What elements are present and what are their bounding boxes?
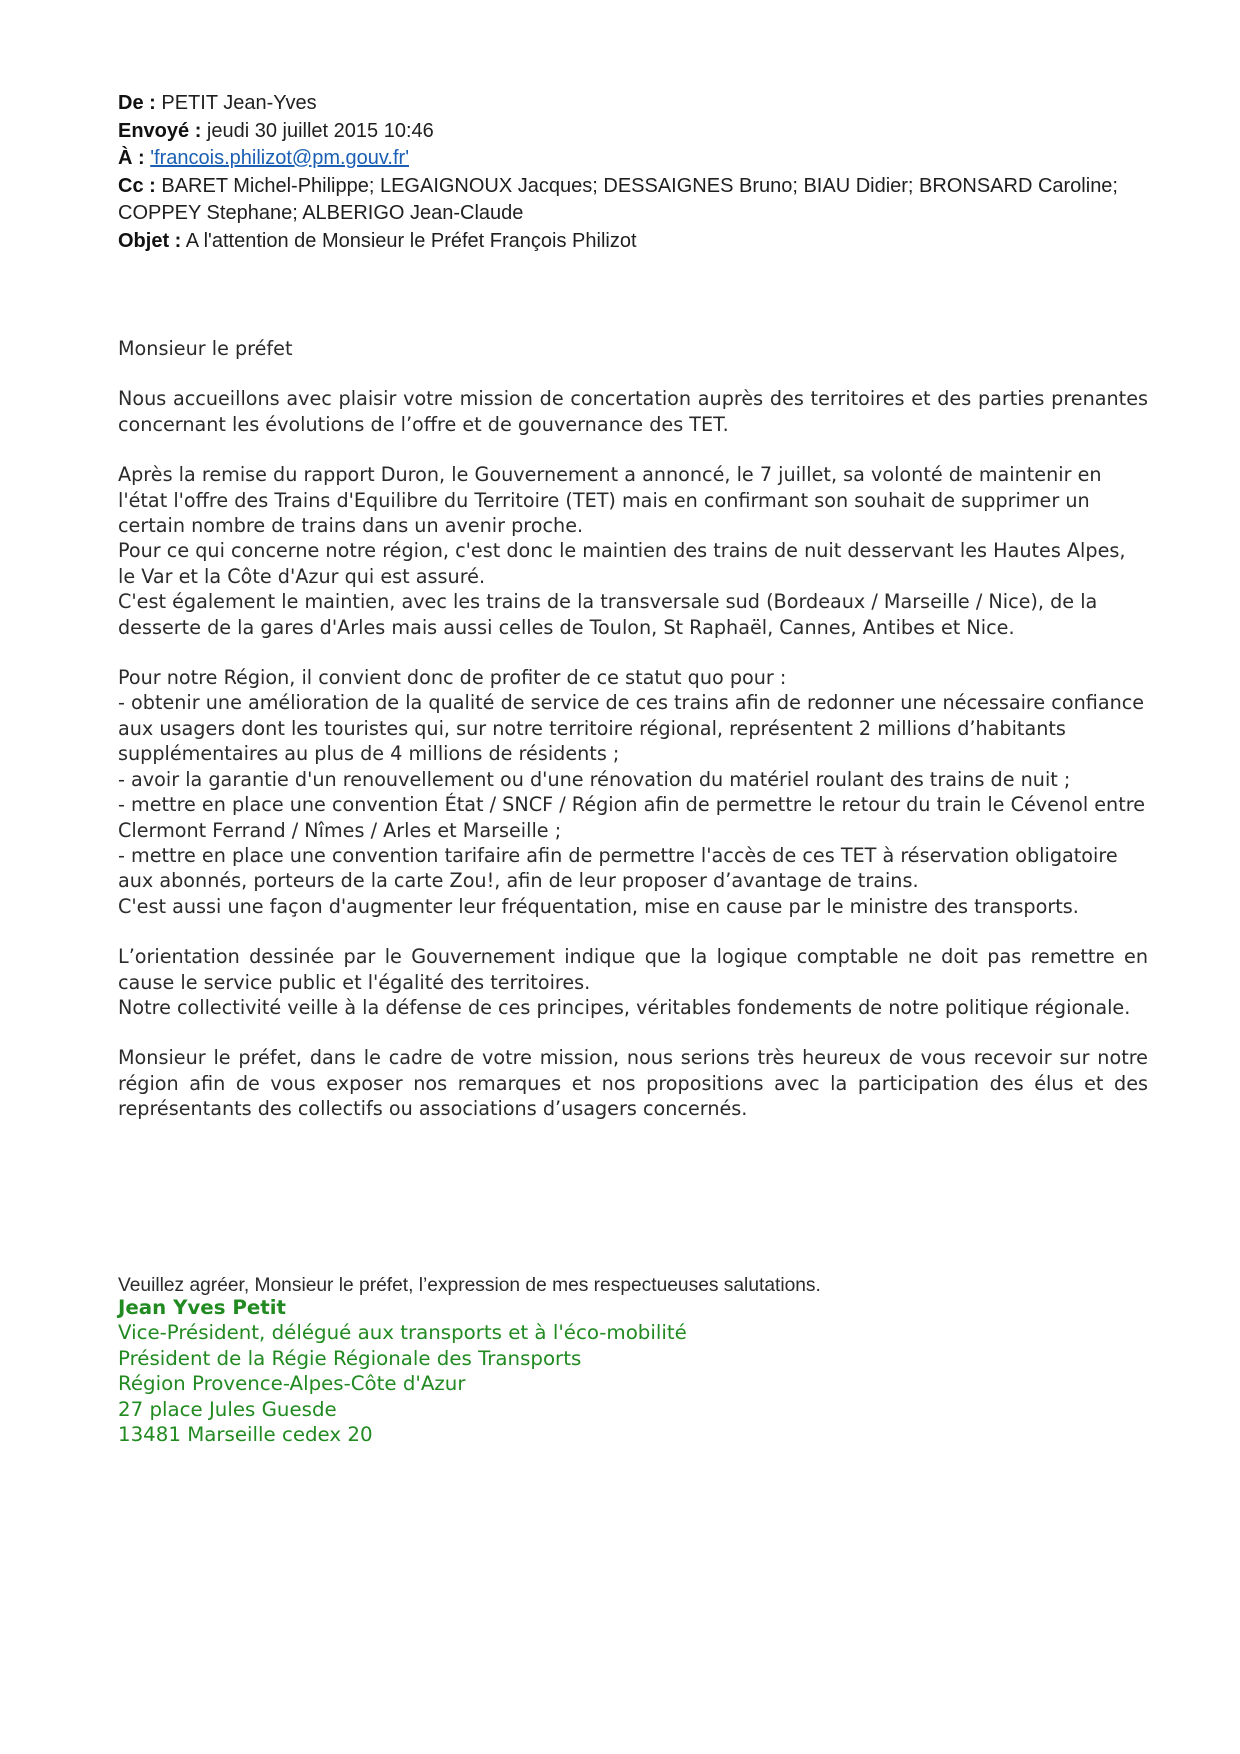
email-header [118, 90, 1118, 255]
sent-value: jeudi 30 juillet 2015 10:46 [206, 119, 434, 142]
signature-block [118, 1295, 1148, 1447]
paragraph-night-trains: Pour ce qui concerne notre région, c'est donc le maintien des trains de nuit desservant les Hautes Alpes, le Var et la Côte d'Azur qui est assuré. [118, 539, 1126, 588]
signature-street: 27 place Jules Guesde [118, 1397, 337, 1421]
closing-formula: Veuillez agréer, Monsieur le préfet, l’expression de mes respectueuses salutations. [118, 1275, 821, 1297]
salutation: Monsieur le préfet [118, 337, 293, 360]
cc-label: Cc : [118, 174, 156, 197]
sent-label: Envoyé : [118, 119, 202, 142]
subject-value: A l'attention de Monsieur le Préfet François Philizot [185, 229, 637, 252]
from-row [118, 90, 1118, 118]
to-email-link[interactable]: 'francois.philizot@pm.gouv.fr' [150, 147, 410, 169]
signature-title-vice-president: Vice-Président, délégué aux transports et à l'éco-mobilité [118, 1321, 687, 1345]
signature-organization: Région Provence-Alpes-Côte d'Azur [118, 1372, 466, 1396]
bullet-quality-service: - obtenir une amélioration de la qualité de service de ces trains afin de redonner une nécessaire confiance aux usagers dont les touristes qui, sur notre territoire régional, représentent 2 millions d’habitants supplémentaires au plus de 4 millions de résidents ; [118, 691, 1145, 766]
paragraph-duron-report: Après la remise du rapport Duron, le Gouvernement a annoncé, le 7 juillet, sa volonté de maintenir en l'état l'offre des Trains d'Equilibre du Territoire (TET) mais en confirmant son souhait de supprimer un certain nombre de trains dans un avenir proche. [118, 463, 1102, 538]
to-label: À : [118, 147, 145, 169]
cc-value-line2: COPPEY Stephane; ALBERIGO Jean-Claude [118, 202, 524, 224]
signature-name: Jean Yves Petit [118, 1296, 286, 1319]
cc-value-line1: BARET Michel-Philippe; LEGAIGNOUX Jacques; DESSAIGNES Bruno; BIAU Didier; BRONSARD Caroline; [161, 174, 1118, 197]
from-value: PETIT Jean-Yves [161, 92, 317, 114]
bullet-rolling-stock: - avoir la garantie d'un renouvellement ou d'une rénovation du matériel roulant des trains de nuit ; [118, 767, 1071, 791]
bullet-cevenol-train: - mettre en place une convention État / SNCF / Région afin de permettre le retour du train le Cévenol entre Clermont Ferrand / Nîmes / Arles et Marseille ; [118, 793, 1146, 842]
paragraph-government-orientation: L’orientation dessinée par le Gouvernement indique que la logique comptable ne doit pas remettre en cause le service public et l'égalité des territoires. [118, 945, 1148, 994]
subject-row [118, 228, 1118, 256]
paragraph-principles: Notre collectivité veille à la défense de ces principes, véritables fondements de notre politique régionale. [118, 995, 1131, 1019]
signature-city: 13481 Marseille cedex 20 [118, 1423, 373, 1447]
cc-row-continued [118, 200, 1118, 228]
sent-row [118, 118, 1118, 146]
subject-label: Objet : [118, 229, 182, 252]
paragraph-invitation: Monsieur le préfet, dans le cadre de votre mission, nous serions très heureux de vous recevoir sur notre région afin de vous exposer nos remarques et nos propositions avec la participation des élus et des représentants des collectifs ou associations d’usagers concernés. [118, 1046, 1148, 1121]
paragraph-transversale-sud: C'est également le maintien, avec les trains de la transversale sud (Bordeaux / Marseille / Nice), de la desserte de la gares d'Arles mais aussi celles de Toulon, St Raphaël, Cannes, Antibes et Nice. [118, 590, 1098, 639]
signature-title-president: Président de la Régie Régionale des Transports [118, 1346, 582, 1370]
to-row [118, 145, 1118, 173]
from-label: De : [118, 92, 156, 114]
cc-row [118, 173, 1118, 201]
paragraph-region-goals: Pour notre Région, il convient donc de profiter de ce statut quo pour : [118, 666, 787, 690]
bullet-tariff-convention: - mettre en place une convention tarifaire afin de permettre l'accès de ces TET à réservation obligatoire aux abonnés, porteurs de la carte Zou!, afin de leur proposer d’avantage de trains. [118, 843, 1118, 893]
paragraph-intro: Nous accueillons avec plaisir votre mission de concertation auprès des territoires et des parties prenantes concernant les évolutions de l’offre et de gouvernance des TET. [118, 387, 1148, 436]
letter-body [118, 336, 1148, 1122]
paragraph-attendance: C'est aussi une façon d'augmenter leur fréquentation, mise en cause par le ministre des transports. [118, 894, 1079, 918]
